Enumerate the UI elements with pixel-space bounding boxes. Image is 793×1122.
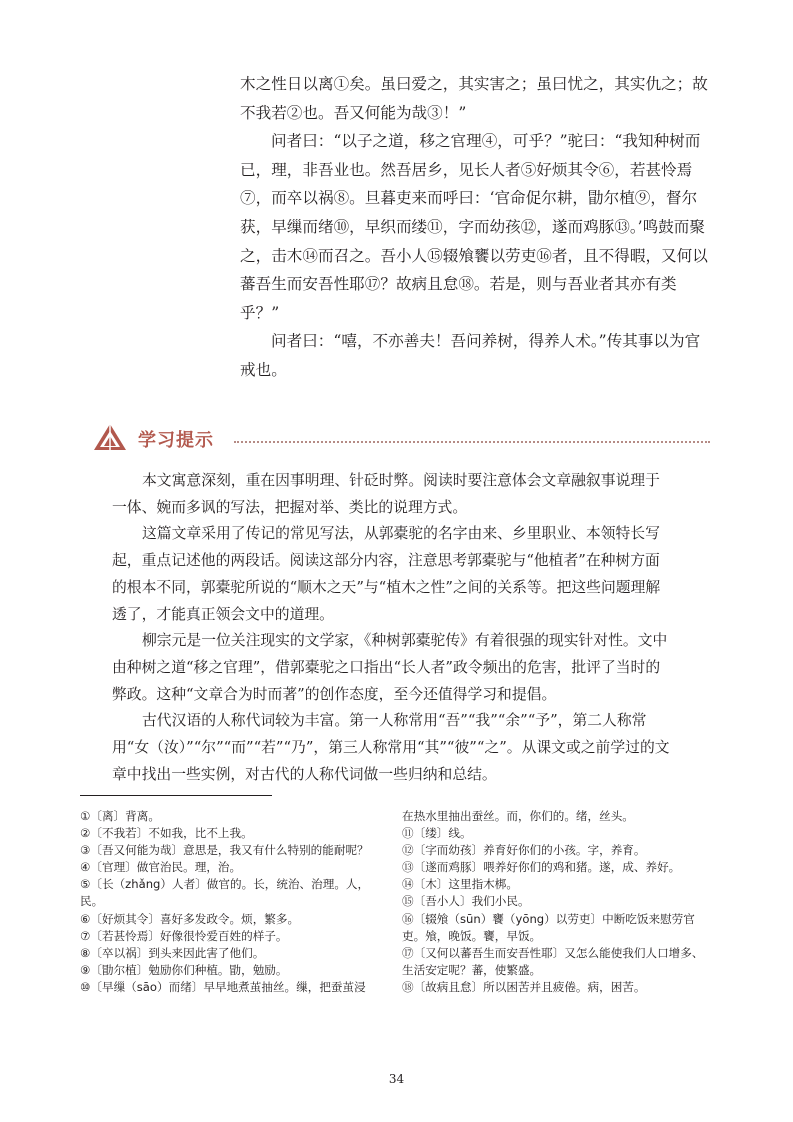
study-tips-header [92, 420, 710, 456]
footnote-1: ①〔离〕背离。 [80, 809, 160, 823]
main-paragraph-3: 问者曰：“嘻，不亦善夫！吾问养树，得养人术。”传其事以为官戒也。 [240, 332, 701, 379]
tips-paragraph-2: 这篇文章采用了传记的常见写法，从郭橐驼的名字由来、乡里职业、本领特长写起，重点记述他的两段话。阅读这部分内容，注意思考郭橐驼与“他植者”在种树方面的根本不同，郭橐驼所说的“顺木之天”与“植木之性”之间的关系等。把这些问题理解透了，才能真正领会文中的道理。 [112, 525, 661, 623]
footnote-10: ⑩〔早缫（sāo）而绪〕早早地煮茧抽丝。缫，把蚕茧浸 [80, 979, 366, 994]
tips-paragraph-4: 古代汉语的人称代词较为丰富。第一人称常用“吾”“我”“余”“予”，第二人称常用“女（汝）”“尔”“而”“若”“乃”，第三人称常用“其”“彼”“之”。从课文或之前学过的文章中找出一些实例，对古代的人称代词做一些归纳和总结。 [112, 712, 670, 783]
footnote-2: ②〔不我若〕不如我，比不上我。 [80, 826, 253, 841]
tent-logo-icon [92, 422, 128, 452]
footnote-18: ⑱〔故病且怠〕所以困苦并且疲倦。病，困苦。 [402, 979, 646, 994]
footnote-6: ⑥〔好烦其令〕喜好多发政令。烦，繁多。 [80, 911, 300, 926]
tips-paragraph-3: 柳宗元是一位关注现实的文学家，《种树郭橐驼传》有着很强的现实针对性。文中由种树之道“移之官理”，借郭橐驼之口指出“长人者”政令频出的危害，批评了当时的弊政。这种“文章合为时而著”的创作态度，至今还值得学习和提倡。 [112, 632, 668, 703]
study-tips-body [112, 468, 672, 788]
footnote-4: ④〔官理〕做官治民。理，治。 [80, 860, 242, 875]
footnote-13: ⑬〔遂而鸡豚〕喂养好你们的鸡和猪。遂，成、养好。 [402, 860, 681, 875]
footnote-10-continued: 在热水里抽出蚕丝。而，你们的。绪，丝头。 [402, 809, 634, 823]
study-tips-title: 学习提示 [138, 430, 214, 451]
main-text [240, 70, 710, 385]
footnote-5: ⑤〔长（zhǎng）人者〕做官的。长，统治、治理。人，民。 [80, 877, 370, 909]
footnotes-right-column [402, 808, 704, 996]
footnote-15: ⑮〔吾小人〕我们小民。 [402, 894, 530, 909]
footnote-14: ⑭〔木〕这里指木梆。 [402, 877, 518, 892]
dotted-divider [234, 441, 710, 443]
main-paragraph-1: 木之性日以离①矣。虽曰爱之，其实害之；虽曰忧之，其实仇之；故不我若②也。吾又何能为哉③！” [240, 75, 708, 122]
footnote-7: ⑦〔若甚怜焉〕好像很怜爱百姓的样子。 [80, 928, 288, 943]
tips-paragraph-1: 本文寓意深刻，重在因事明理、针砭时弊。阅读时要注意体会文章融叙事说理于一体、婉而多讽的写法，把握对举、类比的说理方式。 [112, 472, 660, 516]
footnote-9: ⑨〔勖尔植〕勉励你们种植。勖，勉励。 [80, 962, 288, 977]
footnote-12: ⑫〔字而幼孩〕养育好你们的小孩。字，养育。 [402, 843, 646, 858]
footnote-16: ⑯〔辍飧（sūn）饔（yōng）以劳吏〕中断吃饭来慰劳官吏。飧，晚饭。饔，早饭。 [402, 911, 695, 943]
footnotes-left-column [80, 808, 388, 996]
footnote-8: ⑧〔卒以祸〕到头来因此害了他们。 [80, 945, 265, 960]
footnote-17: ⑰〔又何以蕃吾生而安吾性耶〕又怎么能使我们人口增多、生活安定呢？蕃，使繁盛。 [402, 945, 704, 977]
page-number: 34 [388, 1072, 405, 1086]
footnote-rule [80, 795, 272, 796]
main-paragraph-2: 问者曰：“以子之道，移之官理④，可乎？”驼曰：“我知种树而已，理，非吾业也。然吾居乡，见长人者⑤好烦其令⑥，若甚怜焉⑦，而卒以祸⑧。旦暮吏来而呼曰：‘官命促尔耕，勖尔植⑨，督尔获，早缫而绪⑩，早织而缕⑪，字而幼孩⑫，遂而鸡豚⑬。’鸣鼓而聚之，击木⑭而召之。吾小人⑮辍飧饔以劳吏⑯者，且不得暇，又何以蕃吾生而安吾性耶⑰？故病且怠⑱。若是，则与吾业者其亦有类乎？” [240, 132, 708, 322]
footnote-3: ③〔吾又何能为哉〕意思是，我又有什么特别的能耐呢？ [80, 843, 369, 858]
footnote-11: ⑪〔缕〕线。 [402, 826, 472, 841]
